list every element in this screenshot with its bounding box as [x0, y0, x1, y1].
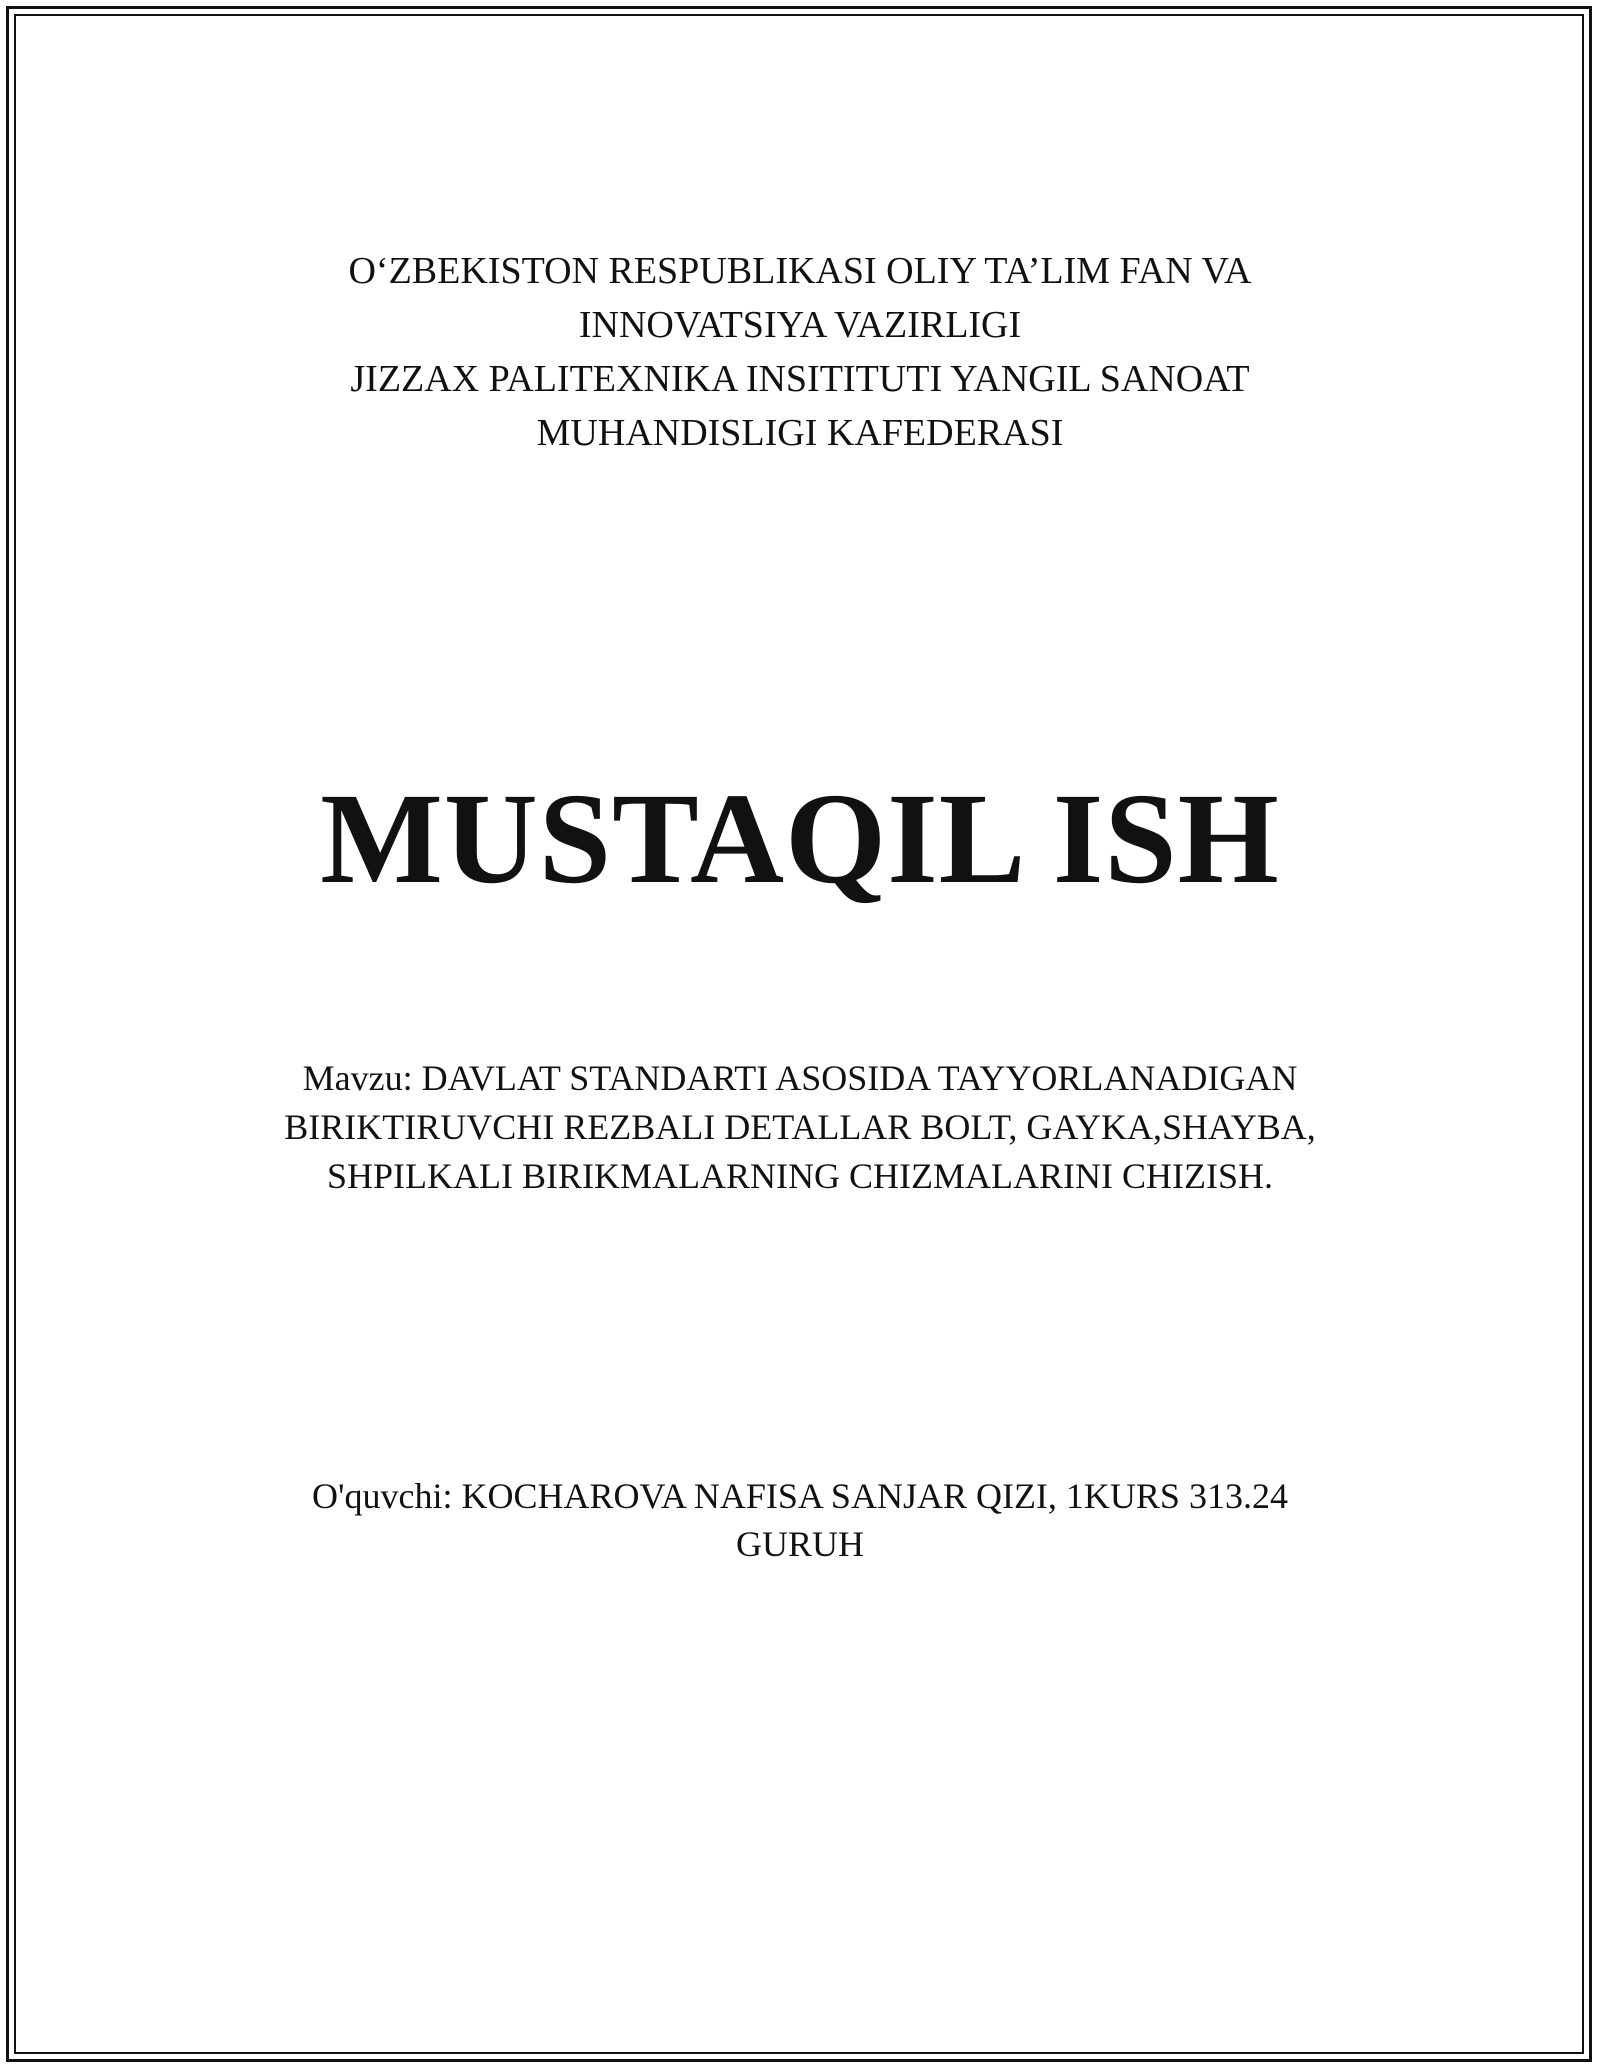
ministry-header: [0, 244, 1600, 460]
topic-block: [0, 1054, 1600, 1201]
topic-line: BIRIKTIRUVCHI REZBALI DETALLAR BOLT, GAYKA,SHAYBA,: [284, 1107, 1316, 1147]
student-line: GURUH: [735, 1524, 864, 1564]
header-line: O‘ZBEKISTON RESPUBLIKASI OLIY TA’LIM FAN VA: [348, 250, 1252, 292]
topic-line: SHPILKALI BIRIKMALARNING CHIZMALARINI CHIZISH.: [327, 1156, 1273, 1196]
student-line: O'quvchi: KOCHAROVA NAFISA SANJAR QIZI, 1KURS 313.24: [312, 1476, 1288, 1516]
document-title: MUSTAQIL ISH: [320, 767, 1280, 911]
header-line: INNOVATSIYA VAZIRLIGI: [578, 304, 1022, 346]
header-line: MUHANDISLIGI KAFEDERASI: [536, 412, 1064, 454]
header-line: JIZZAX PALITEXNIKA INSITITUTI YANGIL SANOAT: [350, 358, 1250, 400]
topic-line: Mavzu: DAVLAT STANDARTI ASOSIDA TAYYORLANADIGAN: [302, 1058, 1298, 1098]
student-block: [0, 1472, 1600, 1568]
